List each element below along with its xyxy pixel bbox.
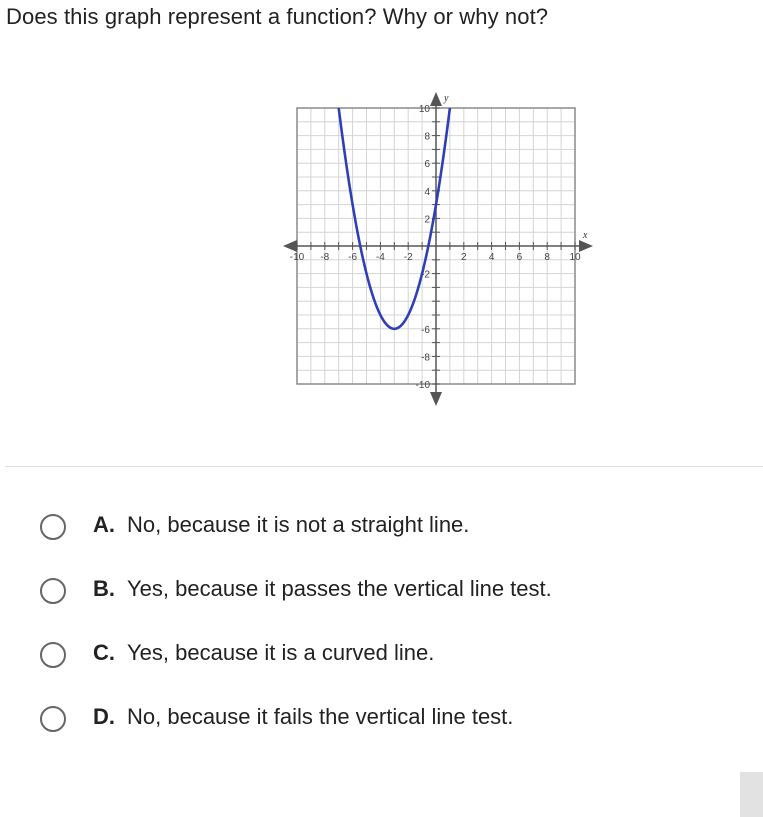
graph-axes bbox=[283, 92, 593, 406]
y-tick-label: 10 bbox=[418, 104, 430, 115]
option-a[interactable] bbox=[40, 508, 552, 572]
y-tick-label: 4 bbox=[424, 186, 430, 198]
x-tick-label: -2 bbox=[403, 252, 413, 263]
y-tick-label: 6 bbox=[424, 159, 430, 171]
y-tick-label: 8 bbox=[424, 131, 430, 143]
x-tick-label: 10 bbox=[569, 252, 581, 263]
option-b-label: Yes, because it passes the vertical line test. bbox=[127, 576, 552, 601]
option-b-text bbox=[93, 572, 552, 606]
y-axis-label: y bbox=[444, 93, 449, 104]
option-d[interactable] bbox=[40, 700, 552, 764]
option-c-text bbox=[93, 636, 434, 670]
scrollbar-thumb[interactable] bbox=[740, 772, 763, 817]
x-axis-label: x bbox=[583, 230, 588, 241]
question-text: Does this graph represent a function? Why or why not? bbox=[6, 4, 549, 29]
y-tick-label: -6 bbox=[421, 324, 430, 336]
x-tick-label: -8 bbox=[320, 252, 330, 263]
option-b[interactable] bbox=[40, 572, 552, 636]
radio-c[interactable] bbox=[40, 642, 66, 668]
radio-b[interactable] bbox=[40, 578, 66, 604]
y-axis-up-arrow-icon bbox=[430, 92, 442, 106]
option-b-letter: B. bbox=[93, 576, 115, 601]
x-tick-label: -6 bbox=[348, 252, 358, 263]
option-a-text bbox=[93, 508, 469, 542]
x-tick-label: -10 bbox=[289, 252, 305, 263]
option-c-letter: C. bbox=[93, 640, 115, 665]
x-tick-label: 6 bbox=[516, 252, 523, 263]
option-d-label: No, because it fails the vertical line test. bbox=[127, 704, 514, 729]
x-tick-label: 8 bbox=[544, 252, 550, 263]
x-tick-label: -4 bbox=[375, 252, 385, 263]
graph-figure bbox=[281, 90, 596, 410]
radio-d[interactable] bbox=[40, 706, 66, 732]
coordinate-graph bbox=[281, 90, 596, 410]
option-a-label: No, because it is not a straight line. bbox=[127, 512, 470, 537]
option-c[interactable] bbox=[40, 636, 552, 700]
section-divider bbox=[5, 466, 763, 467]
radio-a[interactable] bbox=[40, 514, 66, 540]
answer-options bbox=[40, 508, 552, 764]
y-tick-label: -8 bbox=[421, 352, 430, 364]
y-tick-label: -10 bbox=[415, 380, 430, 391]
y-tick-label: 2 bbox=[424, 214, 430, 226]
option-d-letter: D. bbox=[93, 704, 115, 729]
option-a-letter: A. bbox=[93, 512, 115, 537]
x-tick-label: 2 bbox=[461, 252, 467, 263]
parabola-curve bbox=[339, 90, 456, 329]
x-axis-left-arrow-icon bbox=[283, 240, 297, 252]
y-tick-label: -2 bbox=[421, 269, 430, 281]
x-axis-right-arrow-icon bbox=[579, 240, 593, 252]
option-d-text bbox=[93, 700, 513, 734]
option-c-label: Yes, because it is a curved line. bbox=[127, 640, 435, 665]
x-tick-label: 4 bbox=[488, 252, 495, 263]
y-axis-down-arrow-icon bbox=[430, 392, 442, 406]
